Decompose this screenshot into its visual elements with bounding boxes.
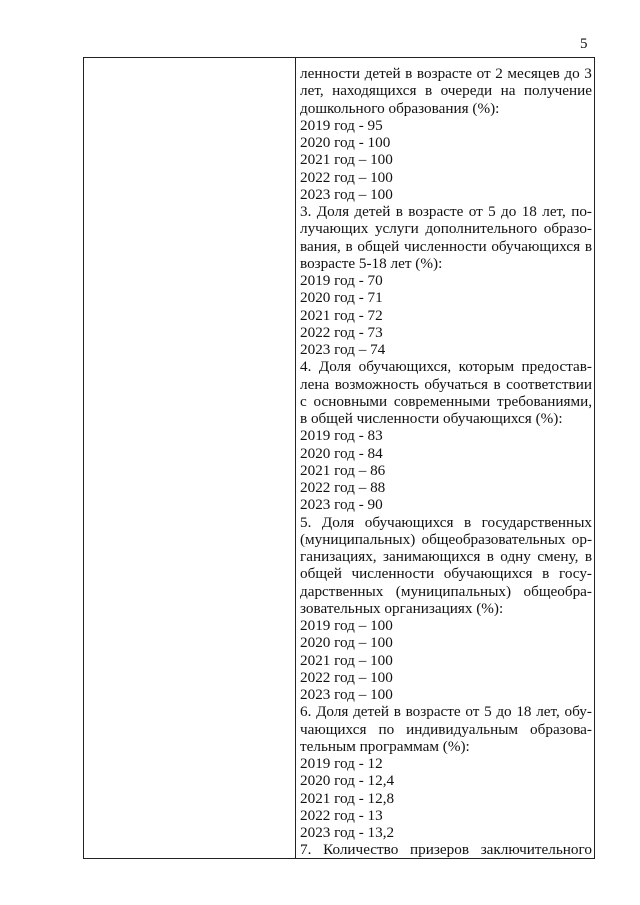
- text-line: 2021 год – 86: [300, 461, 386, 479]
- text-line: ленности детей в возрасте от 2 месяцев до 3: [300, 65, 592, 82]
- text-line: (муниципальных) общеобразовательных ор-: [300, 530, 592, 548]
- text-line: общей численности обучающихся в госу-: [300, 565, 592, 583]
- text-line: 2020 год - 12,4: [300, 772, 395, 790]
- text-line: 2021 год – 100: [300, 151, 393, 169]
- text-line: дошкольного образования (%):: [300, 99, 500, 117]
- text-line: зовательных организациях (%):: [300, 599, 504, 617]
- text-line: 2022 год – 100: [300, 168, 393, 186]
- text-line: 2021 год - 12,8: [300, 789, 395, 807]
- text-line: 2021 год - 72: [300, 306, 383, 324]
- text-line: 2020 год - 84: [300, 444, 383, 462]
- text-line: лет, находящихся в очереди на получение: [300, 82, 592, 100]
- text-line: лучающих услуги дополнительного образо-: [300, 220, 592, 238]
- text-line: 2019 год - 12: [300, 755, 383, 772]
- text-line: с основными современными требованиями,: [300, 392, 592, 410]
- text-line: 4. Доля обучающихся, которым предостав-: [300, 358, 592, 376]
- text-line: 2019 год - 83: [300, 427, 383, 445]
- text-line: 2023 год – 100: [300, 185, 393, 203]
- document-table: [83, 57, 595, 859]
- text-line: возрасте 5-18 лет (%):: [300, 254, 443, 272]
- column-divider: [295, 58, 296, 858]
- text-line: 2019 год – 100: [300, 617, 393, 634]
- text-line: 2022 год - 73: [300, 323, 383, 341]
- text-line: лена возможность обучаться в соответствии: [300, 375, 592, 393]
- text-line: 2019 год - 95: [300, 116, 383, 134]
- text-line: 2020 год - 71: [300, 289, 383, 307]
- text-line: 2022 год – 88: [300, 479, 386, 496]
- text-line: 2020 год - 100: [300, 134, 391, 151]
- text-line: 2022 год – 100: [300, 668, 393, 686]
- text-line: 2023 год - 90: [300, 496, 383, 514]
- text-line: 3. Доля детей в возрасте от 5 до 18 лет, по-: [300, 203, 592, 220]
- table-cell-right: [300, 65, 592, 858]
- text-line: вания, в общей численности обучающихся в: [300, 237, 592, 255]
- text-line: 2023 год - 13,2: [300, 824, 395, 841]
- page-number: 5: [580, 36, 588, 52]
- text-line: ганизациях, занимающихся в одну смену, в: [300, 548, 592, 565]
- text-line: 2019 год - 70: [300, 272, 383, 289]
- text-line: дарственных (муниципальных) общеобра-: [300, 582, 592, 600]
- text-line: в общей численности обучающихся (%):: [300, 410, 563, 427]
- text-line: 2020 год – 100: [300, 634, 393, 652]
- text-line: 2023 год – 74: [300, 341, 386, 358]
- text-line: тельным программам (%):: [300, 737, 470, 755]
- text-line: 5. Доля обучающихся в государственных: [300, 513, 592, 531]
- text-line: 7. Количество призеров заключительного: [300, 841, 592, 858]
- text-line: 2021 год – 100: [300, 651, 393, 669]
- text-line: чающихся по индивидуальным образова-: [300, 720, 592, 738]
- text-line: 2023 год – 100: [300, 686, 393, 703]
- text-line: 6. Доля детей в возрасте от 5 до 18 лет, обу-: [300, 703, 592, 721]
- text-line: 2022 год - 13: [300, 806, 383, 824]
